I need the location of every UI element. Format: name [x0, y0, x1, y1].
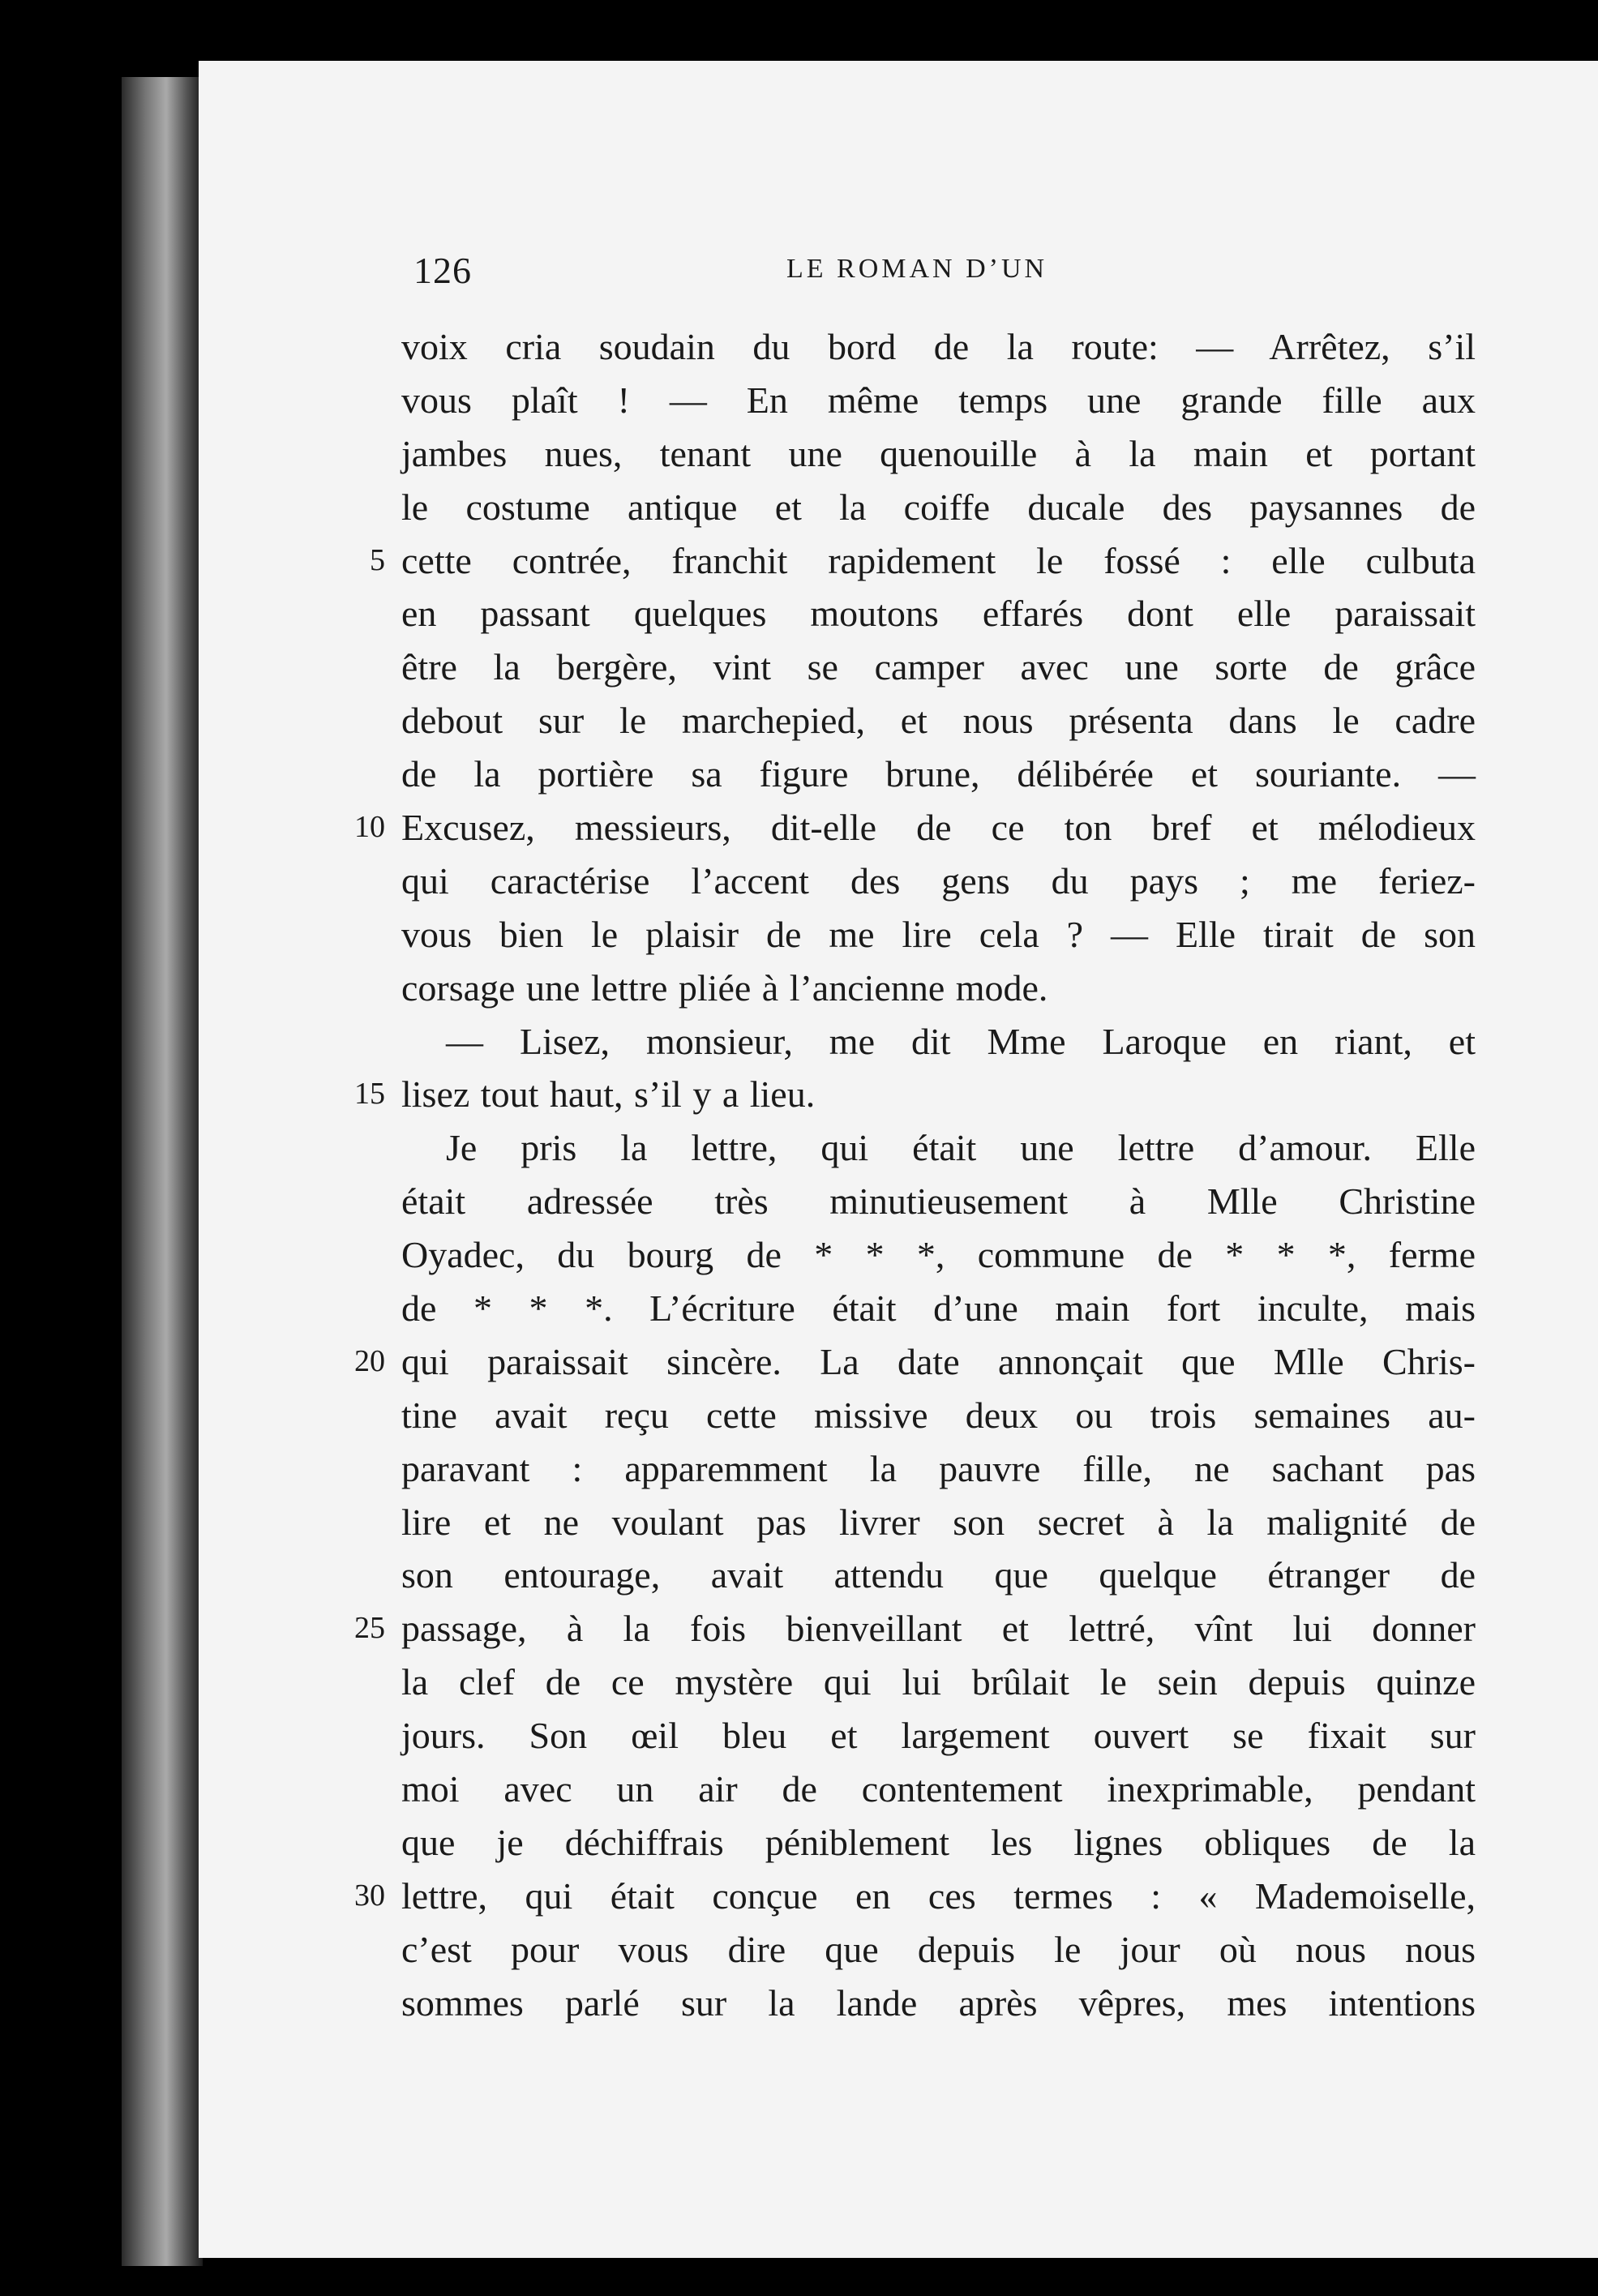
line-text: lettre, qui était conçue en ces termes : « Mademoiselle, [401, 1874, 1476, 1917]
line-text: vous bien le plaisir de me lire cela ? — Elle tirait de son [401, 913, 1476, 955]
text-line [401, 1389, 1476, 1442]
line-number: 30 [354, 1878, 385, 1913]
text-line [401, 1977, 1476, 2030]
text-line [354, 1335, 1476, 1389]
line-text: jours. Son œil bleu et largement ouvert se fixait sur [401, 1715, 1476, 1757]
text-line [401, 1763, 1476, 1816]
text-line [401, 1496, 1476, 1549]
line-text: vous plaît ! — En même temps une grande fille aux [401, 379, 1476, 421]
line-text: le costume antique et la coiffe ducale des paysannes de [401, 486, 1476, 528]
line-text: de * * *. L’écriture était d’une main fort inculte, mais [401, 1287, 1476, 1330]
text-line [401, 587, 1476, 640]
line-text: être la bergère, vint se camper avec une sorte de grâce [401, 646, 1476, 688]
line-text: passage, à la fois bienveillant et lettré, vînt lui donner [401, 1608, 1476, 1650]
line-text: debout sur le marchepied, et nous présenta dans le cadre [401, 700, 1476, 742]
text-line [354, 1068, 1476, 1121]
text-line [401, 1442, 1476, 1496]
line-text: voix cria soudain du bord de la route: — Arrêtez, s’il [401, 326, 1476, 367]
text-line [354, 801, 1476, 855]
page-number: 126 [413, 250, 472, 291]
text-line [401, 1549, 1476, 1602]
text-line [354, 1870, 1476, 1923]
running-title: LE ROMAN D’UN [786, 254, 1048, 284]
line-text: c’est pour vous dire que depuis le jour où nous nous [401, 1928, 1476, 1970]
line-text: Oyadec, du bourg de * * *, commune de * * *, ferme [401, 1234, 1476, 1276]
line-text: Excusez, messieurs, dit-elle de ce ton bref et mélodieux [401, 807, 1476, 849]
line-text: qui paraissait sincère. La date annonçait que Mlle Chris- [401, 1340, 1476, 1382]
line-number: 10 [354, 810, 385, 845]
line-text: sommes parlé sur la lande après vêpres, mes intentions [401, 1981, 1476, 2024]
text-line [401, 320, 1476, 374]
text-line [401, 374, 1476, 427]
line-text: lire et ne voulant pas livrer son secret à la malignité de [401, 1501, 1476, 1543]
line-number: 5 [370, 542, 385, 577]
body-text [354, 320, 1476, 2030]
line-text: corsage une lettre pliée à l’ancienne mode. [401, 966, 1048, 1009]
text-line [401, 908, 1476, 962]
text-line [401, 1923, 1476, 1977]
text-line [401, 747, 1476, 801]
line-text: Je pris la lettre, qui était une lettre d’amour. Elle [446, 1127, 1476, 1169]
line-text: lisez tout haut, s’il y a lieu. [401, 1073, 816, 1116]
line-number: 25 [354, 1611, 385, 1646]
text-line [401, 1175, 1476, 1228]
text-line [370, 534, 1476, 588]
line-text: de la portière sa figure brune, délibérée et souriante. — [401, 753, 1476, 795]
text-line [401, 1282, 1476, 1335]
book-spine-edge [122, 77, 203, 2266]
line-text: tine avait reçu cette missive deux ou trois semaines au- [401, 1394, 1476, 1436]
line-text: que je déchiffrais péniblement les lignes obliques de la [401, 1821, 1476, 1863]
text-line [401, 1709, 1476, 1763]
text-line [401, 694, 1476, 747]
line-text: moi avec un air de contentement inexprimable, pendant [401, 1768, 1476, 1810]
line-text: qui caractérise l’accent des gens du pays ; me feriez- [401, 859, 1476, 902]
book-page [199, 61, 1598, 2258]
text-line [354, 1602, 1476, 1656]
text-line [401, 481, 1476, 534]
text-line [401, 640, 1476, 694]
text-line [401, 1121, 1476, 1175]
line-text: en passant quelques moutons effarés dont elle paraissait [401, 593, 1476, 635]
line-text: était adressée très minutieusement à Mlle Christine [401, 1180, 1476, 1223]
line-text: son entourage, avait attendu que quelque étranger de [401, 1554, 1476, 1596]
text-line [401, 962, 1476, 1015]
line-number: 20 [354, 1343, 385, 1378]
text-line [401, 1656, 1476, 1709]
line-text: jambes nues, tenant une quenouille à la main et portant [401, 432, 1476, 474]
text-line [401, 1816, 1476, 1870]
line-number: 15 [354, 1077, 385, 1112]
line-text: la clef de ce mystère qui lui brûlait le sein depuis quinze [401, 1661, 1476, 1703]
page-header [199, 249, 1598, 314]
text-line [401, 427, 1476, 481]
text-line [401, 1015, 1476, 1069]
line-text: cette contrée, franchit rapidement le fossé : elle culbuta [401, 539, 1476, 581]
line-text: — Lisez, monsieur, me dit Mme Laroque en riant, et [446, 1020, 1476, 1062]
text-line [401, 855, 1476, 908]
line-text: paravant : apparemment la pauvre fille, ne sachant pas [401, 1447, 1476, 1489]
text-line [401, 1228, 1476, 1282]
